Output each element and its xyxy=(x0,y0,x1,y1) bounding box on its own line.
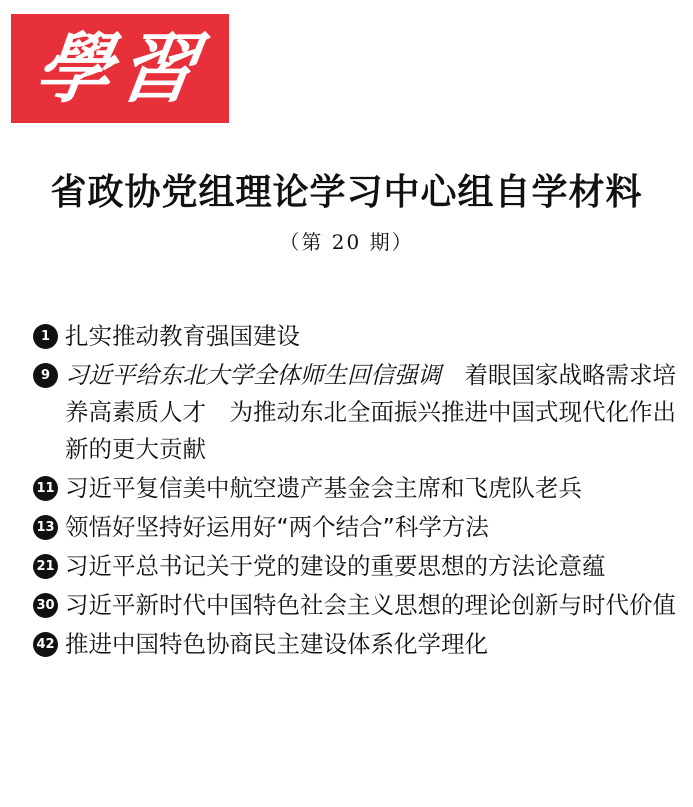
document-title: 省政协党组理论学习中心组自学材料 xyxy=(50,171,643,213)
page-number-badge: 11 xyxy=(33,476,58,501)
issue-number: （第 20 期） xyxy=(279,230,414,254)
toc-item[interactable] xyxy=(33,509,688,546)
toc-item-title: 习近平总书记关于党的建设的重要思想的方法论意蕴 xyxy=(65,552,606,580)
toc-item[interactable] xyxy=(33,587,688,624)
toc-item[interactable] xyxy=(33,357,688,468)
toc-item-title: 习近平新时代中国特色社会主义思想的理论创新与时代价值 xyxy=(65,591,676,619)
toc-item[interactable] xyxy=(33,318,688,355)
logo-text: 學習 xyxy=(29,23,211,113)
toc-item[interactable] xyxy=(33,470,688,507)
toc-item-title: 推进中国特色协商民主建设体系化学理化 xyxy=(65,630,488,658)
table-of-contents xyxy=(33,318,688,665)
toc-item-quote: 习近平给东北大学全体师生回信强调 xyxy=(65,361,441,389)
page-number-badge: 30 xyxy=(33,593,58,618)
toc-item-title xyxy=(65,357,688,468)
toc-item[interactable] xyxy=(33,626,688,663)
page-number-badge: 1 xyxy=(33,324,58,349)
page-number-badge: 9 xyxy=(33,363,58,388)
page-number-badge: 42 xyxy=(33,632,58,657)
page-number-badge: 21 xyxy=(33,554,58,579)
page-number-badge: 13 xyxy=(33,515,58,540)
toc-item-title: 扎实推动教育强国建设 xyxy=(65,322,300,350)
xuexi-logo xyxy=(11,14,229,123)
toc-item-title: 领悟好坚持好运用好“两个结合”科学方法 xyxy=(65,513,489,541)
toc-item-subtitle: 着眼国家战略需求培养高素质人才 为推动东北全面振兴推进中国式现代化作出新的更大贡献 xyxy=(65,361,676,463)
toc-item-title: 习近平复信美中航空遗产基金会主席和飞虎队老兵 xyxy=(65,474,582,502)
toc-item[interactable] xyxy=(33,548,688,585)
